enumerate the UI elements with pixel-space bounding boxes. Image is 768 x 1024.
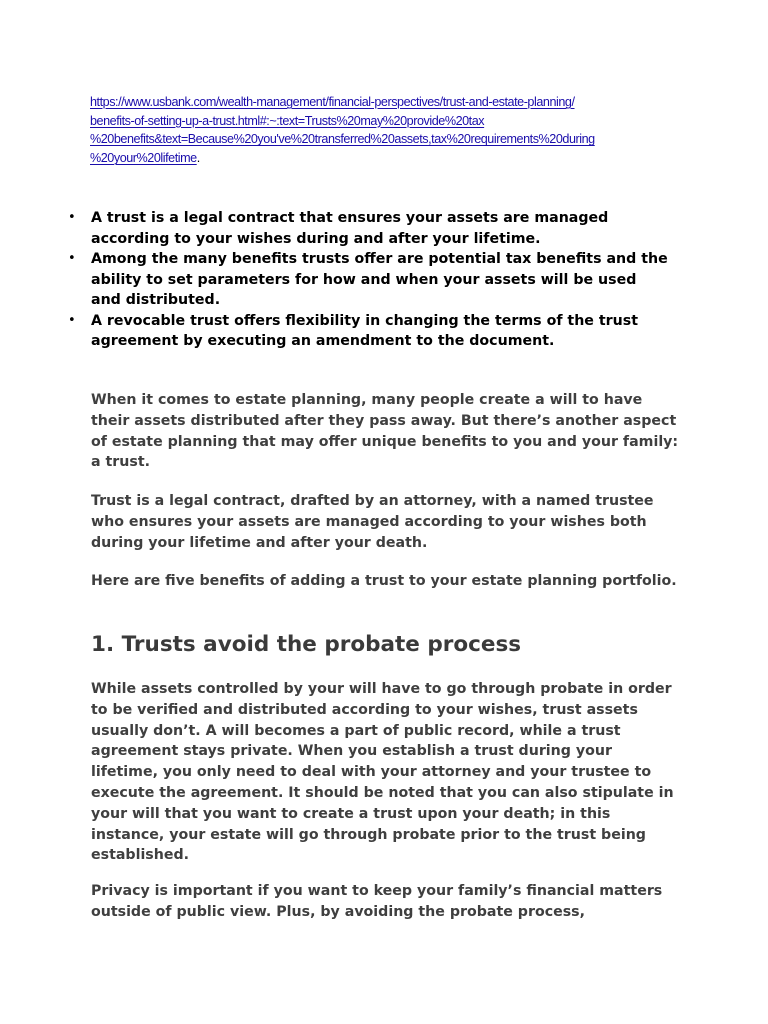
source-link-line-3[interactable]: %20benefits&text=Because%20you've%20transferred%20assets,tax%20requirements%20during — [90, 132, 595, 147]
key-point-item — [68, 311, 668, 352]
key-point-text: Among the many benefits trusts offer are potential tax benefits and the ability to set parameters for how and when your assets will be used and distributed. — [91, 251, 668, 308]
trust-definition-paragraph: Trust is a legal contract, drafted by an attorney, with a named trustee who ensures your assets are managed according to your wishes both during your lifetime and after your death. — [91, 493, 654, 551]
key-point-text: A revocable trust offers flexibility in changing the terms of the trust agreement by executing an amendment to the document. — [91, 312, 638, 349]
bullet-icon: • — [68, 210, 76, 225]
section-heading: 1. Trusts avoid the probate process — [91, 632, 522, 657]
key-point-item — [68, 249, 668, 311]
benefits-intro-paragraph: Here are five benefits of adding a trust to your estate planning portfolio. — [91, 573, 677, 589]
privacy-paragraph: Privacy is important if you want to keep your family’s financial matters outside of public view. Plus, by avoiding the probate process, — [91, 883, 663, 920]
probate-paragraph: While assets controlled by your will have to go through probate in order to be verified and distributed according to your wishes, trust assets usually don’t. A will becomes a part of public record, while a trust agreement stays private. When you establish a trust during your lifetime, you only need to deal with your attorney and your trustee to execute the agreement. It should be noted that you can also stipulate in your will that you want to create a trust upon your death; in this instance, your estate will go through probate prior to the trust being established. — [91, 681, 674, 864]
source-link-line-2[interactable]: benefits-of-setting-up-a-trust.html#:~:text=Trusts%20may%20provide%20tax — [90, 113, 485, 128]
key-point-text: A trust is a legal contract that ensures your assets are managed according to your wishes during and after your lifetime. — [91, 210, 609, 247]
source-link[interactable] — [90, 93, 690, 168]
source-link-line-1[interactable]: https://www.usbank.com/wealth-management/financial-perspectives/trust-and-estate-planning/ — [90, 95, 575, 109]
key-points-list — [68, 208, 668, 352]
key-point-item — [68, 208, 668, 249]
intro-paragraph: When it comes to estate planning, many people create a will to have their assets distributed after they pass away. But there’s another aspect of estate planning that may offer unique benefits to you and your family: a trust. — [91, 392, 679, 471]
link-trailing-period: . — [196, 151, 200, 166]
bullet-icon: • — [68, 251, 76, 266]
bullet-icon: • — [68, 312, 76, 328]
source-link-line-4[interactable]: %20your%20lifetime. — [90, 151, 200, 166]
